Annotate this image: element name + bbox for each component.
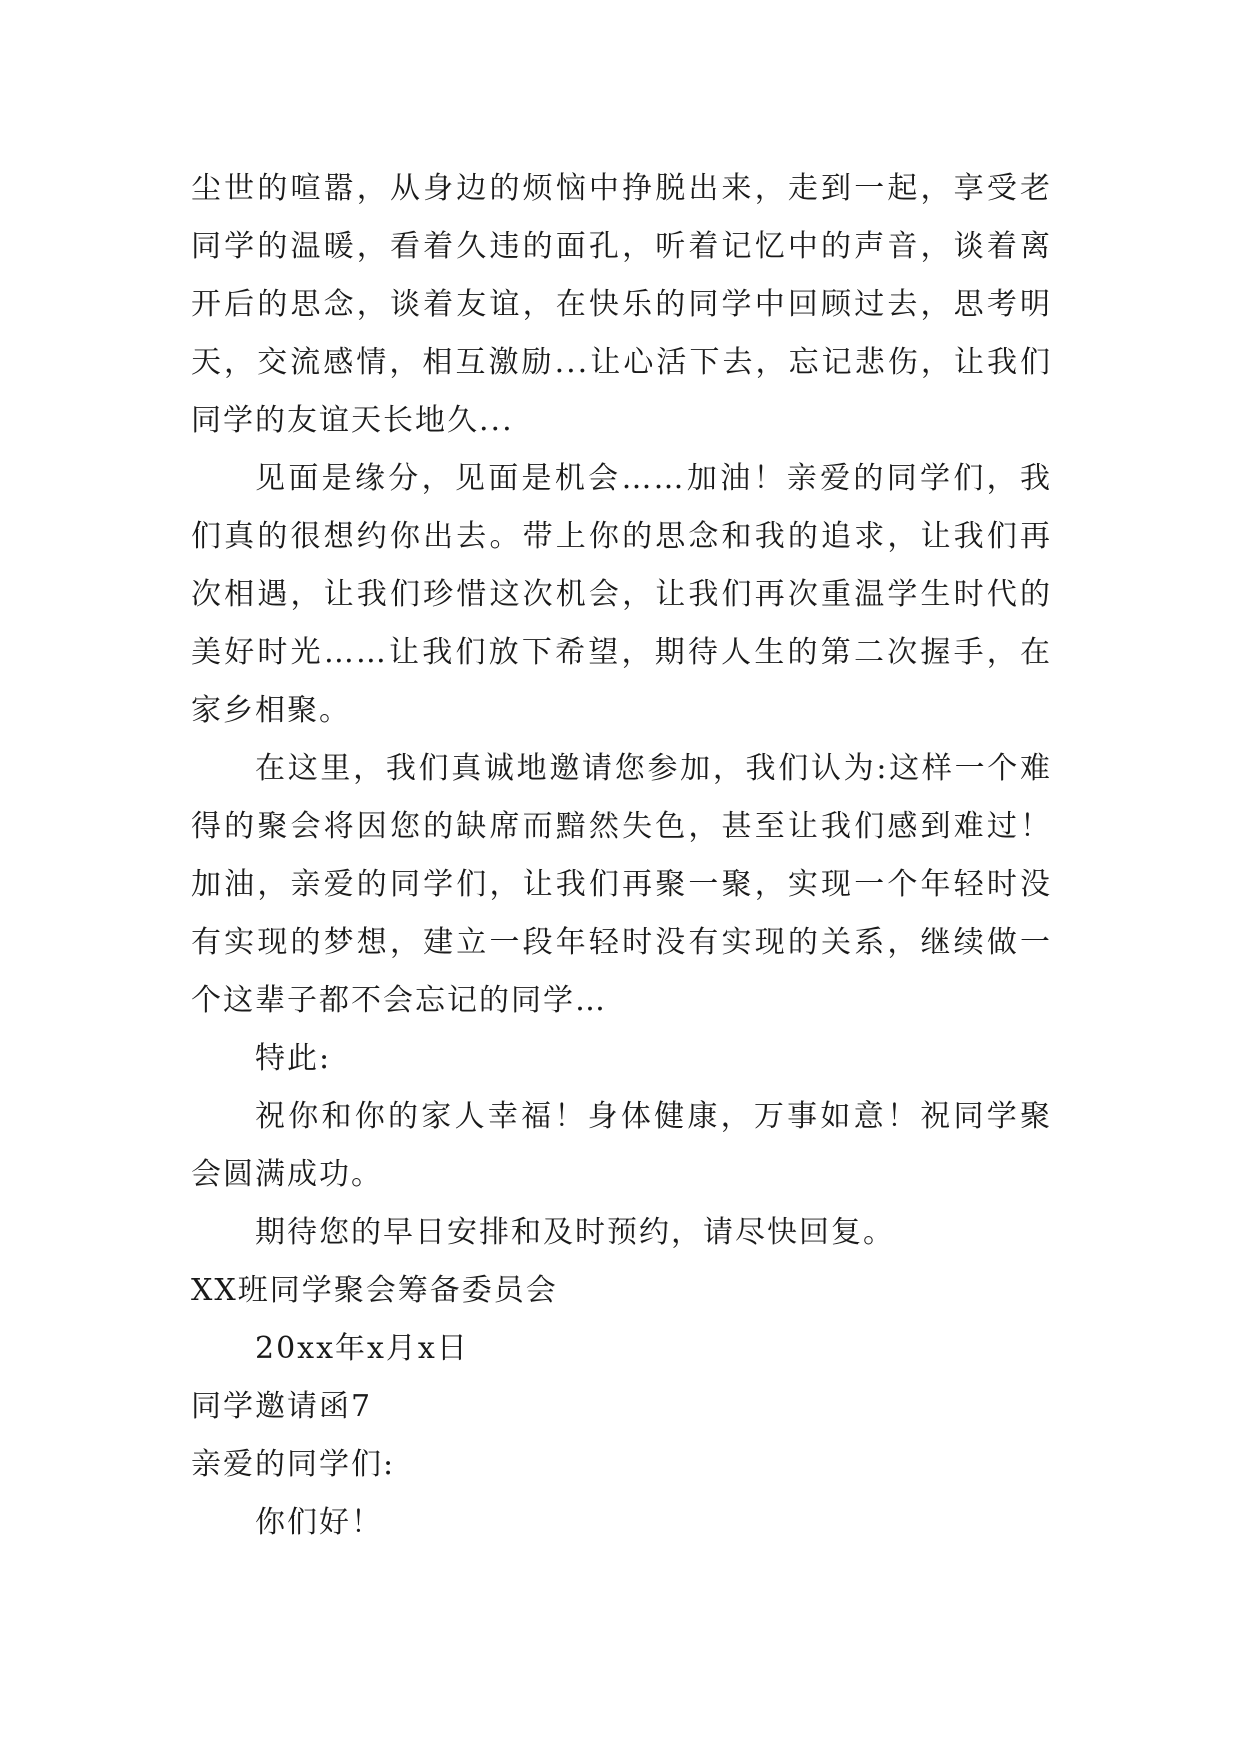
paragraph-3: 在这里，我们真诚地邀请您参加，我们认为:这样一个难得的聚会将因您的缺席而黯然失色，甚至让我们感到难过！加油，亲爱的同学们，让我们再聚一聚，实现一个年轻时没有实现的梦想，建立一段年轻时没有实现的关系，继续做一个这辈子都不会忘记的同学… [191, 751, 1052, 1018]
salutation: 亲爱的同学们: [191, 1447, 396, 1482]
date: 20xx年x月x日 [255, 1331, 469, 1366]
paragraph-1: 尘世的喧嚣，从身边的烦恼中挣脱出来，走到一起，享受老同学的温暖，看着久违的面孔，听着记忆中的声音，谈着离开后的思念，谈着友谊，在快乐的同学中回顾过去，思考明天，交流感情，相互激励...让心活下去，忘记悲伤，让我们同学的友谊天长地久... [191, 171, 1052, 438]
paragraph-reply-request: 期待您的早日安排和及时预约，请尽快回复。 [255, 1215, 895, 1250]
section-title: 同学邀请函7 [191, 1389, 373, 1424]
document-body [191, 160, 1052, 1552]
paragraph-tecl: 特此: [255, 1041, 332, 1076]
paragraph-2: 见面是缘分，见面是机会……加油！亲爱的同学们，我们真的很想约你出去。带上你的思念和我的追求，让我们再次相遇，让我们珍惜这次机会，让我们再次重温学生时代的美好时光……让我们放下希望，期待人生的第二次握手，在家乡相聚。 [191, 461, 1052, 728]
paragraph-wishes: 祝你和你的家人幸福！身体健康，万事如意！祝同学聚会圆满成功。 [191, 1099, 1052, 1192]
signature: XX班同学聚会筹备委员会 [191, 1273, 558, 1308]
greeting: 你们好！ [255, 1505, 383, 1540]
